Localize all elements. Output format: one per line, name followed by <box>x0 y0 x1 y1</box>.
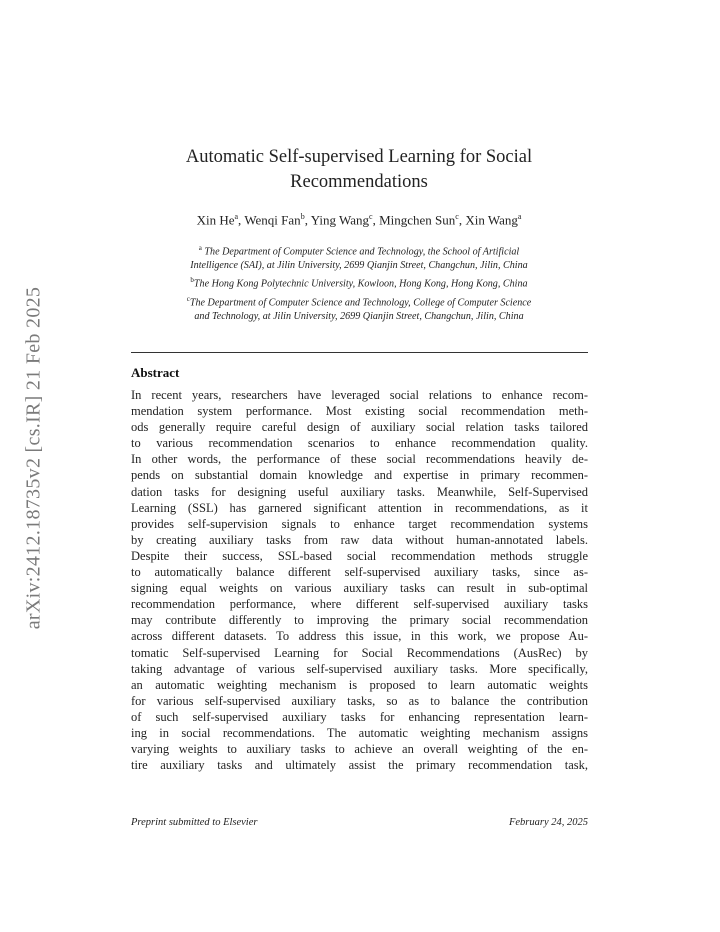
affiliation-a-line-2: Intelligence (SAI), at Jilin University, 2699 Qianjin Street, Changchun, Jilin, China <box>190 260 528 272</box>
author: Mingchen Sun <box>379 212 456 228</box>
affiliation-text: The Department of Computer Science and Technology, the School of Artificial <box>204 246 520 258</box>
arxiv-identifier: arXiv:2412.18735v2 [cs.IR] 21 Feb 2025 <box>22 286 45 630</box>
abstract-line: ing in social recommendations. The automatic weighting mechanism assigns <box>131 725 588 740</box>
affiliation-mark: c <box>186 294 190 303</box>
abstract-line: In recent years, researchers have leveraged social relations to enhance recom- <box>131 388 588 402</box>
author-affil-mark: c <box>369 212 373 221</box>
abstract-line: to automatically balance different self-supervised auxiliary tasks, since as- <box>131 565 588 580</box>
abstract-line: varying weights to auxiliary tasks to achieve an overall weighting of the en- <box>131 742 588 757</box>
abstract-line: taking advantage of various self-supervised auxiliary tasks. More specifically, <box>131 661 588 676</box>
author-affil-mark: a <box>234 212 239 221</box>
abstract-line: by creating auxiliary tasks from raw data without human-annotated labels. <box>131 532 588 547</box>
affiliation-text: The Hong Kong Polytechnic University, Kowloon, Hong Kong, Hong Kong, China <box>193 278 528 290</box>
author-affil-mark: c <box>455 212 459 221</box>
affiliation-a-line-1 <box>130 241 588 259</box>
affiliation-c-line-1 <box>130 292 588 310</box>
abstract-line: for various self-supervised auxiliary tasks, so as to balance the contribution <box>131 693 588 708</box>
title-line-1: Automatic Self-supervised Learning for Social <box>185 147 533 167</box>
abstract-line: tomatic Self-supervised Learning for Social Recommendations (AusRec) by <box>131 645 588 660</box>
abstract-line: pends on substantial domain knowledge and expertise in primary recommen- <box>131 468 588 483</box>
affiliation-mark: b <box>190 276 194 285</box>
abstract-line: Despite their success, SSL-based social recommendation methods struggle <box>131 548 588 563</box>
affiliation-text: The Department of Computer Science and Technology, College of Computer Science <box>189 297 532 309</box>
author: Xin He <box>196 212 235 228</box>
footer-date: February 24, 2025 <box>508 817 588 828</box>
abstract-line: tire auxiliary tasks and ultimately assist the primary recommendation task, <box>131 758 588 773</box>
affiliation-b <box>130 273 588 291</box>
author-list: Xin He$^a$, Wenqi Fan$^b$, Ying Wang$^c$, Mingchen Sun$^c$, Xin Wang$^a$ <box>196 212 522 228</box>
author: Xin Wang <box>465 212 518 228</box>
author: Wenqi Fan <box>244 212 301 228</box>
author-affil-mark: b <box>300 212 305 221</box>
abstract-line: to various recommendation scenarios to enhance recommendation quality. <box>131 436 588 451</box>
abstract-line: recommendation performance, where different self-supervised auxiliary tasks <box>131 597 588 612</box>
abstract-line: ods generally require careful design of auxiliary social relation tasks tailored <box>131 420 588 435</box>
arxiv-sidebar <box>14 258 54 658</box>
abstract-line: mendation system performance. Most existing social recommendation meth- <box>131 404 588 419</box>
abstract-line: may contribute differently to improving the primary social recommendation <box>131 613 588 628</box>
abstract-line: of such self-supervised auxiliary tasks for enhancing representation learn- <box>131 709 588 724</box>
abstract-line: across different datasets. To address this issue, in this work, we propose Au- <box>131 629 588 644</box>
affiliation-c-line-2: and Technology, at Jilin University, 2699 Qianjin Street, Changchun, Jilin, China <box>194 311 524 323</box>
affiliation-mark: a <box>198 244 202 252</box>
abstract-body <box>131 387 588 773</box>
title-line-2: Recommendations <box>290 172 428 192</box>
footer-preprint-note: Preprint submitted to Elsevier <box>131 817 258 828</box>
author-affil-mark: a <box>517 212 522 221</box>
affiliations <box>130 241 588 324</box>
abstract-line: Learning (SSL) has garnered significant attention in recommendations, as it <box>131 500 588 515</box>
abstract-line: In other words, the performance of these social recommendations heavily de- <box>131 452 588 467</box>
section-divider <box>131 352 588 353</box>
abstract-line: provides self-supervision signals to enhance target recommendation systems <box>131 516 588 531</box>
abstract-line: an automatic weighting mechanism is proposed to learn automatic weights <box>131 677 588 692</box>
abstract-line: dation tasks for designing useful auxiliary tasks. Meanwhile, Self-Supervised <box>131 484 588 499</box>
author: Ying Wang <box>310 212 370 228</box>
abstract-line: signing equal weights on various auxiliary tasks can result in sub-optimal <box>131 581 588 596</box>
paper-title <box>130 145 588 195</box>
abstract-heading: Abstract <box>131 365 180 380</box>
